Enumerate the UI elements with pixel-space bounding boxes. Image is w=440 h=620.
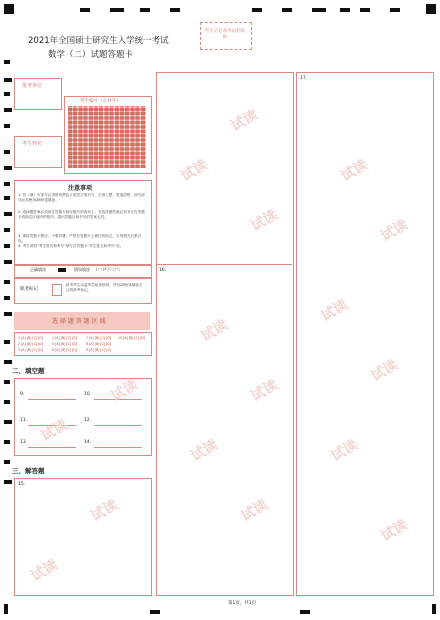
timing-mark: [110, 8, 124, 12]
absent-mark-bubble[interactable]: [52, 284, 62, 296]
timing-mark: [4, 150, 10, 154]
timing-mark: [4, 4, 14, 14]
watermark: 试读: [318, 296, 351, 325]
correct-fill-sample: [58, 268, 66, 272]
timing-mark: [4, 360, 12, 364]
watermark: 试读: [28, 556, 61, 585]
watermark: 试读: [248, 376, 281, 405]
timing-mark: [4, 260, 12, 264]
timing-mark: [150, 610, 160, 614]
notice-item: 3. 保持答题卡整洁，不要折叠，严禁在答题卡上做任何标记，否则相关后果自负。: [18, 234, 142, 243]
timing-mark: [4, 92, 10, 96]
choice-row[interactable]: 10 [A] [B] [C] [D]: [118, 336, 146, 340]
timing-mark: [4, 460, 10, 464]
timing-mark: [4, 108, 12, 112]
absent-text: 缺考考生由监考员贴条形码，并用2B铅笔填涂左边的缺考标记。: [66, 283, 143, 292]
choice-row[interactable]: 1 [A] [B] [C] [D]: [18, 336, 44, 340]
q16-label: 16.: [159, 268, 167, 273]
q17-box[interactable]: [296, 72, 434, 596]
q16-divider: [156, 264, 292, 265]
timing-mark: [282, 8, 292, 12]
choice-row[interactable]: 4 [A] [B] [C] [D]: [52, 336, 78, 340]
timing-mark: [4, 480, 12, 484]
timing-mark: [340, 8, 350, 12]
choice-row[interactable]: 6 [A] [B] [C] [D]: [52, 348, 78, 352]
answer-section-title: 三、解答题: [12, 467, 45, 475]
timing-mark: [4, 182, 10, 186]
exam-number-grid[interactable]: [68, 106, 146, 168]
choice-row[interactable]: 7 [A] [B] [C] [D]: [86, 336, 112, 340]
watermark: 试读: [188, 436, 221, 465]
timing-mark: [4, 60, 10, 64]
timing-mark: [4, 400, 10, 404]
fill-answer-line[interactable]: [28, 447, 76, 448]
timing-mark: [4, 604, 8, 614]
watermark: 试读: [228, 106, 261, 135]
wrong-fill-samples: [✓] [✗] [-] [•]: [96, 267, 120, 271]
watermark: 试读: [378, 216, 411, 245]
notice-title: 注意事项: [68, 185, 93, 192]
page-title: 2021年全国硕士研究生入学统一考试: [28, 36, 169, 46]
correct-fill-label: 正确填涂: [30, 267, 46, 272]
wrong-fill-label: 错误填涂: [74, 267, 90, 272]
choice-row[interactable]: 3 [A] [B] [C] [D]: [18, 348, 44, 352]
stamp-text: 考生信息条形码粘贴框: [204, 29, 246, 40]
timing-mark: [4, 166, 12, 170]
fill-item-label: 14.: [84, 440, 92, 445]
choice-row[interactable]: 2 [A] [B] [C] [D]: [18, 342, 44, 346]
q15-label: 15.: [18, 482, 26, 487]
timing-mark: [170, 8, 180, 12]
notice-item: 2. 选择题答案必须涂在答题卡相应题号的选项上；非选择题答案必须书写在答题卡的指定区域内的框内，超出答题区域书写的答案无效。: [18, 210, 145, 219]
fill-answer-line[interactable]: [94, 447, 142, 448]
page-subtitle: 数学（二）试题答题卡: [48, 50, 134, 60]
timing-mark: [4, 440, 10, 444]
timing-mark: [4, 196, 10, 200]
name-label: 考生姓名: [22, 141, 43, 147]
watermark: 试读: [38, 416, 71, 445]
fill-answer-line[interactable]: [94, 425, 142, 426]
choice-row[interactable]: 5 [A] [B] [C] [D]: [52, 342, 78, 346]
timing-mark: [4, 124, 10, 128]
timing-mark: [4, 280, 10, 284]
fill-item-label: 10.: [84, 392, 92, 397]
timing-mark: [390, 8, 400, 12]
fill-item-label: 12.: [84, 418, 92, 423]
watermark: 试读: [368, 356, 401, 385]
watermark: 试读: [108, 376, 141, 405]
timing-mark: [80, 8, 90, 12]
timing-mark: [4, 420, 12, 424]
fill-answer-line[interactable]: [28, 399, 76, 400]
fill-item-label: 13.: [20, 440, 28, 445]
q17-label: 17.: [300, 76, 308, 81]
timing-mark: [426, 4, 436, 14]
absent-label: 缺考标记: [20, 287, 38, 292]
timing-mark: [4, 380, 10, 384]
notice-item: 1. 答（填）写部分必须使用黑色字迹签字笔书写，字迹工整、笔迹清楚；涂写部分必须使用2B铅笔填涂。: [18, 193, 145, 202]
watermark: 试读: [88, 496, 121, 525]
timing-mark: [140, 8, 150, 12]
timing-mark: [4, 212, 12, 216]
exam-number-label: 考生编号（左对齐）: [80, 99, 121, 104]
timing-mark: [4, 312, 12, 316]
choice-row[interactable]: 8 [A] [B] [C] [D]: [86, 342, 112, 346]
timing-mark: [4, 244, 10, 248]
watermark: 试读: [378, 516, 411, 545]
choice-row[interactable]: 9 [A] [B] [C] [D]: [86, 348, 112, 352]
watermark: 试读: [178, 156, 211, 185]
timing-mark: [252, 8, 262, 12]
timing-mark: [432, 604, 436, 614]
page-number: 第1页，共1页: [228, 601, 257, 606]
notice-item: 4. 考生须将“考生姓名和考号”填写在答题卡“考生姓名和考号”处。: [18, 244, 124, 248]
choice-title: 选 择 题 答 题 区 域: [52, 318, 106, 325]
timing-mark: [4, 296, 10, 300]
fill-section-title: 二、填空题: [12, 367, 45, 375]
timing-mark: [312, 8, 326, 12]
unit-label: 报考单位: [22, 83, 43, 89]
watermark: 试读: [198, 316, 231, 345]
timing-mark: [4, 340, 10, 344]
watermark: 试读: [338, 156, 371, 185]
fill-item-label: 9.: [20, 392, 25, 397]
timing-mark: [4, 228, 10, 232]
fill-item-label: 11.: [20, 418, 28, 423]
timing-mark: [300, 610, 310, 614]
watermark: 试读: [328, 436, 361, 465]
timing-mark: [360, 8, 370, 12]
watermark: 试读: [248, 206, 281, 235]
timing-mark: [4, 78, 12, 82]
watermark: 试读: [238, 496, 271, 525]
